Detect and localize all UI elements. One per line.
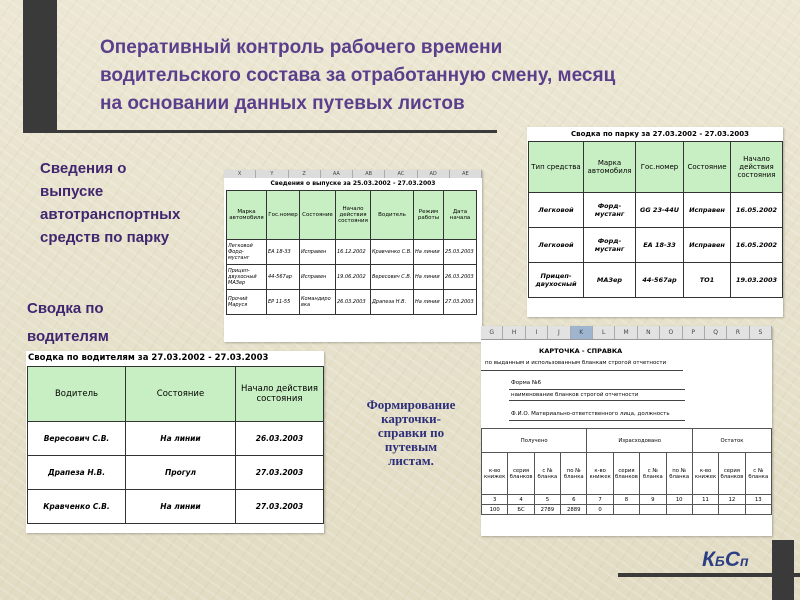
cell: GG 23-44U — [636, 193, 684, 228]
table-row — [482, 505, 772, 515]
logo-letter: п — [740, 553, 749, 569]
cell: Форд-мустанг — [584, 228, 636, 263]
table-row — [482, 495, 772, 505]
caption-line: путевым — [384, 439, 438, 454]
label-line: водителям — [27, 328, 109, 345]
cell: Прочий Маруся — [227, 290, 267, 315]
cell: Прогул — [126, 456, 236, 490]
label-vypusk — [40, 157, 180, 249]
subheader-cell: с № бланка — [745, 453, 771, 495]
cell: На линии — [414, 290, 444, 315]
card-blank-name: наименование бланков строгой отчетности — [511, 392, 639, 398]
col-letter: O — [660, 326, 682, 339]
cell: Легковой — [529, 228, 584, 263]
col-letter: Y — [256, 170, 288, 178]
cell: 16.12.2002 — [336, 240, 371, 265]
cell — [692, 505, 718, 515]
cell — [719, 505, 745, 515]
col-letter: L — [593, 326, 615, 339]
cell: 19.06.2002 — [336, 265, 371, 290]
cell: 26.03.2003 — [444, 265, 477, 290]
cell: Исправен — [300, 265, 336, 290]
table-row — [227, 265, 477, 290]
cell: 6 — [561, 495, 587, 505]
cell: 7 — [587, 495, 613, 505]
header-cell: Водитель — [28, 367, 126, 422]
sheet-title: Сводка по парку за 27.03.2002 - 27.03.2003 — [571, 130, 749, 138]
cell: Форд-мустанг — [584, 193, 636, 228]
cell: 13 — [745, 495, 771, 505]
sheet-title: Сводка по водителям за 27.03.2002 - 27.03.2003 — [28, 353, 269, 363]
cell: Исправен — [684, 228, 731, 263]
cell: 26.03.2003 — [236, 422, 324, 456]
col-letter: R — [727, 326, 749, 339]
col-letter: H — [503, 326, 525, 339]
col-letter: AA — [321, 170, 353, 178]
cell: ЕА 18-33 — [267, 240, 300, 265]
cell: 3 — [482, 495, 508, 505]
col-letter: N — [638, 326, 660, 339]
cell: На линии — [126, 490, 236, 524]
drivers-sheet — [26, 351, 324, 533]
col-letter: AE — [450, 170, 482, 178]
group-header: Израсходовано — [587, 429, 692, 453]
table-row — [28, 490, 324, 524]
cell: Исправен — [300, 240, 336, 265]
col-letter: M — [615, 326, 637, 339]
cell: Драпеза Н.В. — [28, 456, 126, 490]
cell: 44-567ар — [267, 265, 300, 290]
cell: 16.05.2002 — [731, 193, 783, 228]
cell: 2889 — [561, 505, 587, 515]
subheader-cell: с № бланка — [640, 453, 666, 495]
header-cell: Начало действия состояния — [336, 191, 371, 240]
subheader-cell: серия бланков — [613, 453, 639, 495]
label-line: автотранспортных — [40, 206, 181, 223]
table-row — [28, 456, 324, 490]
cell: 100 — [482, 505, 508, 515]
title-line: Оперативный контроль рабочего времени — [100, 37, 503, 58]
cell: 27.03.2003 — [444, 290, 477, 315]
label-line: Сводка по — [27, 300, 104, 317]
cell: ЕА 18-33 — [636, 228, 684, 263]
caption-line: карточки- — [381, 411, 441, 426]
cell: 4 — [508, 495, 534, 505]
group-header: Получено — [482, 429, 587, 453]
caption-line: справки по — [377, 425, 445, 440]
col-letter: Q — [705, 326, 727, 339]
sheet-title: Сведения о выпуске за 25.03.2002 - 27.03.2003 — [270, 180, 436, 187]
header-cell: Начало действия состояния — [236, 367, 324, 422]
cell: 12 — [719, 495, 745, 505]
cell — [745, 505, 771, 515]
cell: 10 — [666, 495, 692, 505]
card-sheet — [481, 326, 772, 536]
table-row — [28, 422, 324, 456]
col-letter: Z — [289, 170, 321, 178]
col-letter-selected: K — [571, 326, 593, 339]
decorative-bar — [23, 0, 57, 133]
cell: ЕР 11-55 — [267, 290, 300, 315]
park-sheet — [527, 127, 783, 317]
cell — [666, 505, 692, 515]
cell: 0 — [587, 505, 613, 515]
cell — [613, 505, 639, 515]
cell — [640, 505, 666, 515]
divider — [509, 400, 685, 401]
title-line: водительского состава за отработанную смену, месяц — [100, 65, 616, 86]
subheader-cell: с № бланка — [534, 453, 560, 495]
cell: Вересович С.В. — [371, 265, 414, 290]
label-svodka — [27, 295, 109, 351]
table-row — [529, 228, 783, 263]
cell: 11 — [692, 495, 718, 505]
cell: Исправен — [684, 193, 731, 228]
kbsp-logo — [702, 548, 749, 572]
subheader-cell: по № бланка — [666, 453, 692, 495]
column-header-bar — [224, 170, 482, 178]
col-letter: S — [750, 326, 772, 339]
divider — [509, 389, 685, 390]
vypusk-sheet — [224, 170, 482, 342]
col-letter: P — [683, 326, 705, 339]
label-line: выпуске — [40, 183, 104, 200]
cell: 26.03.2003 — [336, 290, 371, 315]
column-header-bar — [481, 326, 772, 340]
divider — [509, 420, 685, 421]
cell: 9 — [640, 495, 666, 505]
cell: На линии — [414, 240, 444, 265]
card-subtitle: по выданным и использованным бланкам строгой отчетности — [485, 360, 667, 366]
col-letter: G — [481, 326, 503, 339]
header-cell: Начало действия состояния — [731, 142, 783, 193]
cell: 44-567ар — [636, 263, 684, 298]
subheader-cell: к-во книжек — [692, 453, 718, 495]
cell: 8 — [613, 495, 639, 505]
caption-line: листам. — [388, 453, 434, 468]
cell: Легковой — [529, 193, 584, 228]
card-caption — [352, 398, 470, 468]
cell: 16.05.2002 — [731, 228, 783, 263]
header-cell: Гос.номер — [636, 142, 684, 193]
cell: 27.03.2003 — [236, 490, 324, 524]
table-row — [529, 193, 783, 228]
header-cell: Марка автомобиля — [227, 191, 267, 240]
cell: Драпеза Н.В. — [371, 290, 414, 315]
slide-title — [100, 34, 790, 118]
cell: Прицеп-двухосный — [529, 263, 584, 298]
cell: На линии — [126, 422, 236, 456]
col-letter: AD — [418, 170, 450, 178]
card-form: Форма №6 — [511, 380, 542, 386]
table-row — [529, 263, 783, 298]
title-line: на основании данных путевых листов — [100, 93, 465, 114]
cell: Кравченко С.В. — [371, 240, 414, 265]
subheader-cell: серия бланков — [719, 453, 745, 495]
caption-line: Формирование — [366, 397, 456, 412]
cell: 2789 — [534, 505, 560, 515]
header-cell: Дата начала — [444, 191, 477, 240]
divider — [481, 370, 683, 371]
card-person: Ф.И.О. Материально-ответственного лица, должность — [511, 411, 670, 417]
header-cell: Гос.номер — [267, 191, 300, 240]
subheader-cell: серия бланков — [508, 453, 534, 495]
col-letter: X — [224, 170, 256, 178]
header-cell: Марка автомобиля — [584, 142, 636, 193]
header-cell: Состояние — [300, 191, 336, 240]
cell: Легковой Форд-мустанг — [227, 240, 267, 265]
header-cell: Режим работы — [414, 191, 444, 240]
header-cell: Тип средства — [529, 142, 584, 193]
cell: 19.03.2003 — [731, 263, 783, 298]
header-cell: Состояние — [684, 142, 731, 193]
header-cell: Состояние — [126, 367, 236, 422]
decorative-bar — [772, 540, 794, 600]
cell: Вересович С.В. — [28, 422, 126, 456]
vypusk-table — [226, 190, 477, 315]
cell: Кравченко С.В. — [28, 490, 126, 524]
subheader-cell: по № бланка — [561, 453, 587, 495]
logo-letter: К — [702, 548, 715, 571]
cell: МАЗер — [584, 263, 636, 298]
card-table — [481, 428, 772, 515]
cell: 27.03.2003 — [236, 456, 324, 490]
logo-letter: С — [724, 548, 741, 571]
subheader-cell: к-во книжек — [587, 453, 613, 495]
park-table — [528, 141, 783, 298]
cell: Прицеп-двухосный МАЗер — [227, 265, 267, 290]
col-letter: AB — [353, 170, 385, 178]
col-letter: AC — [385, 170, 417, 178]
logo-letter: Б — [714, 553, 725, 569]
label-line: Сведения о — [40, 160, 127, 177]
cell: 25.03.2003 — [444, 240, 477, 265]
header-cell: Водитель — [371, 191, 414, 240]
cell: БС — [508, 505, 534, 515]
col-letter: J — [548, 326, 570, 339]
subheader-cell: к-во книжек — [482, 453, 508, 495]
group-header: Остаток — [692, 429, 771, 453]
col-letter: I — [526, 326, 548, 339]
cell: Командиро вка — [300, 290, 336, 315]
label-line: средств по парку — [40, 229, 170, 246]
cell: На линии — [414, 265, 444, 290]
table-row — [227, 290, 477, 315]
card-title: КАРТОЧКА - СПРАВКА — [539, 347, 623, 355]
cell: ТО1 — [684, 263, 731, 298]
drivers-table — [27, 366, 324, 524]
decorative-line — [57, 130, 497, 133]
table-row — [227, 240, 477, 265]
cell: 5 — [534, 495, 560, 505]
decorative-line — [618, 573, 800, 577]
